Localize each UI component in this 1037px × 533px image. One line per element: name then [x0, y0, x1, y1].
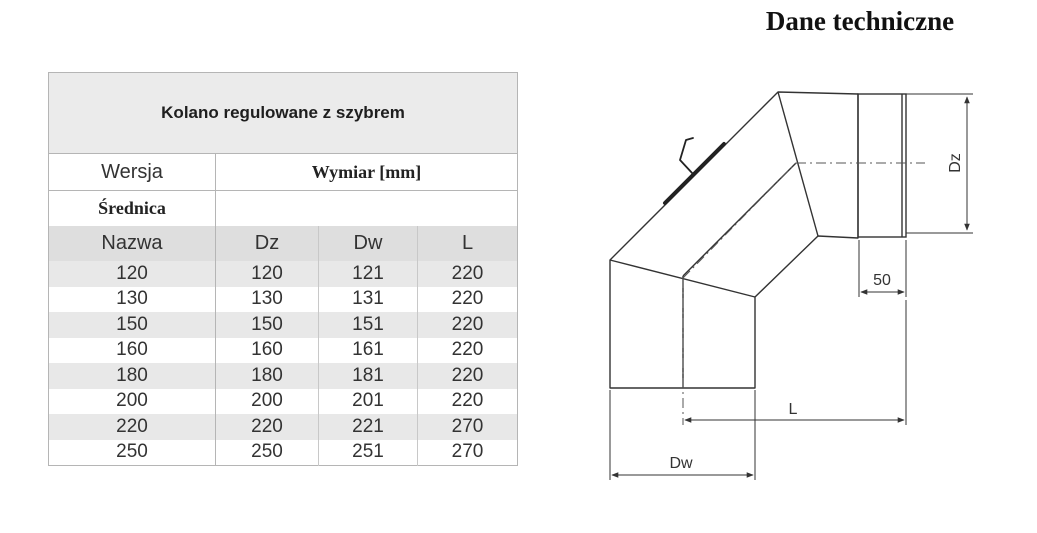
table-cell: 130 — [49, 287, 216, 313]
table-cell: 180 — [216, 363, 319, 389]
table-row — [49, 312, 518, 338]
table-cell: 220 — [418, 287, 518, 313]
table-cell: 220 — [418, 389, 518, 415]
table-cell: 161 — [319, 338, 418, 364]
table-row — [49, 261, 518, 287]
table-cell: 131 — [319, 287, 418, 313]
table-cell: 181 — [319, 363, 418, 389]
table-row — [49, 287, 518, 313]
elbow-outline — [610, 92, 858, 388]
table-cell: 151 — [319, 312, 418, 338]
table-cell: 160 — [251, 339, 283, 361]
table-cell: 220 — [418, 363, 518, 389]
table-cell: 220 — [418, 261, 518, 287]
table-row — [49, 440, 518, 466]
table-cell: 250 — [49, 440, 216, 466]
table-cell: 220 — [216, 414, 319, 440]
table-cell: 150 — [216, 312, 319, 338]
table-cell: 121 — [319, 261, 418, 287]
table-row — [49, 338, 518, 364]
table-cell: 160 — [49, 338, 216, 364]
column-header: Nazwa — [49, 226, 216, 261]
table-cell: 200 — [49, 389, 216, 415]
column-header: L — [418, 226, 518, 261]
srednica-label: Średnica — [49, 191, 216, 227]
table-row — [49, 389, 518, 415]
column-header-row — [49, 226, 518, 261]
l-label: L — [788, 401, 798, 418]
table-cell: 221 — [319, 414, 418, 440]
pipe-end — [858, 94, 906, 237]
table-cell: 130 — [251, 288, 283, 310]
table-cell: 180 — [49, 363, 216, 389]
table-cell: 201 — [319, 389, 418, 415]
wymiar-label: Wymiar [mm] — [216, 154, 518, 191]
column-header: Dw — [319, 226, 418, 261]
table-row — [49, 414, 518, 440]
table-cell: 220 — [418, 312, 518, 338]
column-header: Dz — [216, 226, 319, 261]
centerlines — [683, 163, 925, 425]
fifty-label: 50 — [873, 272, 891, 289]
table-cell: 120 — [49, 261, 216, 287]
table-row — [49, 363, 518, 389]
table-cell: 270 — [418, 414, 518, 440]
elbow-diagram — [560, 60, 1000, 490]
table-cell: 251 — [319, 440, 418, 466]
table-cell: 220 — [49, 414, 216, 440]
table-cell: 250 — [251, 441, 283, 463]
table-cell: 120 — [216, 261, 319, 287]
wersja-label: Wersja — [49, 154, 216, 191]
table-cell: 200 — [251, 390, 283, 412]
dz-label: Dz — [947, 153, 964, 173]
srednica-blank — [216, 191, 518, 227]
table-cell: 150 — [49, 312, 216, 338]
dw-label: Dw — [669, 455, 693, 472]
table-cell: 270 — [418, 440, 518, 466]
page-heading: Dane techniczne — [765, 6, 955, 36]
table-cell: 220 — [418, 338, 518, 364]
spec-table — [48, 72, 518, 466]
damper-handle — [665, 138, 724, 203]
table-title: Kolano regulowane z szybrem — [49, 73, 518, 154]
